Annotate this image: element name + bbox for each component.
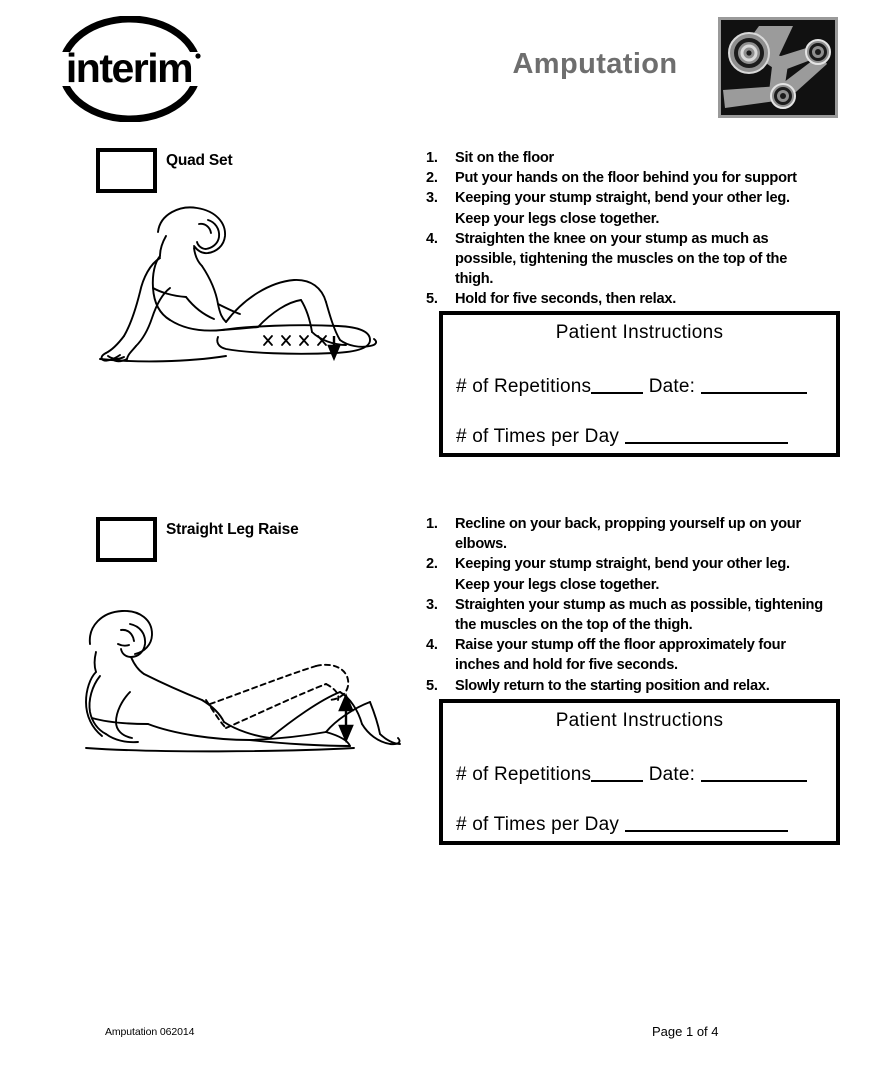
patient-instructions-heading: Patient Instructions xyxy=(555,710,724,731)
instruction-step xyxy=(424,168,824,188)
patient-instructions-box-straight-leg-raise xyxy=(439,699,840,845)
step-text: Raise your stump off the floor approximately four inches and hold for five seconds. xyxy=(455,637,786,674)
exercise-title-quad-set: Quad Set xyxy=(166,152,233,169)
times-per-day-label: # of Times per Day xyxy=(456,814,620,835)
reclined-straight-leg-raise-illustration xyxy=(78,600,418,765)
repetitions-label: # of Repetitions xyxy=(456,376,592,397)
instruction-step xyxy=(424,514,824,554)
patient-instructions-box-quad-set xyxy=(439,311,840,457)
instruction-step xyxy=(424,289,824,309)
step-text: Straighten your stump as much as possible, tightening the muscles on the top of the thigh. xyxy=(455,596,823,634)
step-number: 1. xyxy=(426,516,438,532)
times-per-day-row xyxy=(443,814,836,836)
step-text: Put your hands on the floor behind you for support xyxy=(455,170,797,187)
instruction-list-straight-leg-raise xyxy=(424,514,824,696)
step-number: 3. xyxy=(426,190,438,207)
page-title: Amputation xyxy=(512,48,678,80)
repetitions-input[interactable] xyxy=(591,780,643,782)
patient-instructions-heading: Patient Instructions xyxy=(555,322,724,343)
step-text: Keeping your stump straight, bend your other leg. Keep your legs close together. xyxy=(455,190,790,227)
seated-quad-set-illustration xyxy=(98,196,388,376)
step-text: Hold for five seconds, then relax. xyxy=(455,291,677,308)
exercise-checkbox-quad-set[interactable] xyxy=(96,148,157,193)
step-text: Straighten the knee on your stump as much as possible, tightening the muscles on the top of the thigh. xyxy=(455,230,788,288)
instruction-step xyxy=(424,554,824,594)
step-number: 5. xyxy=(426,677,438,694)
mechanical-linkage-icon xyxy=(718,17,838,118)
repetitions-row xyxy=(443,376,836,398)
footer-page-number: Page 1 of 4 xyxy=(652,1024,719,1039)
date-input[interactable] xyxy=(701,392,807,394)
step-number: 4. xyxy=(426,637,438,654)
step-number: 1. xyxy=(426,150,438,166)
footer-document-id: Amputation 062014 xyxy=(105,1026,195,1038)
svg-text:interim: interim xyxy=(65,45,193,91)
repetitions-row xyxy=(443,764,836,786)
times-per-day-label: # of Times per Day xyxy=(456,426,620,447)
instruction-step xyxy=(424,595,824,635)
step-text: Slowly return to the starting position and relax. xyxy=(455,677,770,694)
times-per-day-row xyxy=(443,426,836,448)
date-label: Date: xyxy=(648,764,696,785)
times-per-day-input[interactable] xyxy=(625,442,788,444)
instruction-list-quad-set xyxy=(424,148,824,310)
step-text: Recline on your back, propping yourself up on your elbows. xyxy=(455,516,801,553)
instruction-step xyxy=(424,188,824,228)
date-input[interactable] xyxy=(701,780,807,782)
instruction-step xyxy=(424,635,824,675)
step-number: 5. xyxy=(426,291,438,308)
times-per-day-input[interactable] xyxy=(625,830,788,832)
instruction-step xyxy=(424,229,824,290)
exercise-title-straight-leg-raise: Straight Leg Raise xyxy=(166,521,299,538)
step-number: 4. xyxy=(426,230,438,247)
step-number: 2. xyxy=(426,170,438,187)
instruction-step xyxy=(424,148,824,168)
step-number: 3. xyxy=(426,596,438,613)
instruction-step xyxy=(424,676,824,696)
date-label: Date: xyxy=(648,376,696,397)
repetitions-label: # of Repetitions xyxy=(456,764,592,785)
repetitions-input[interactable] xyxy=(591,392,643,394)
exercise-checkbox-straight-leg-raise[interactable] xyxy=(96,517,157,562)
step-text: Sit on the floor xyxy=(455,150,554,166)
linkage-graphic xyxy=(721,20,835,115)
logo-circle-icon xyxy=(55,16,205,122)
step-number: 2. xyxy=(426,556,438,573)
step-text: Keeping your stump straight, bend your other leg. Keep your legs close together. xyxy=(455,556,790,593)
interim-logo xyxy=(55,16,205,122)
